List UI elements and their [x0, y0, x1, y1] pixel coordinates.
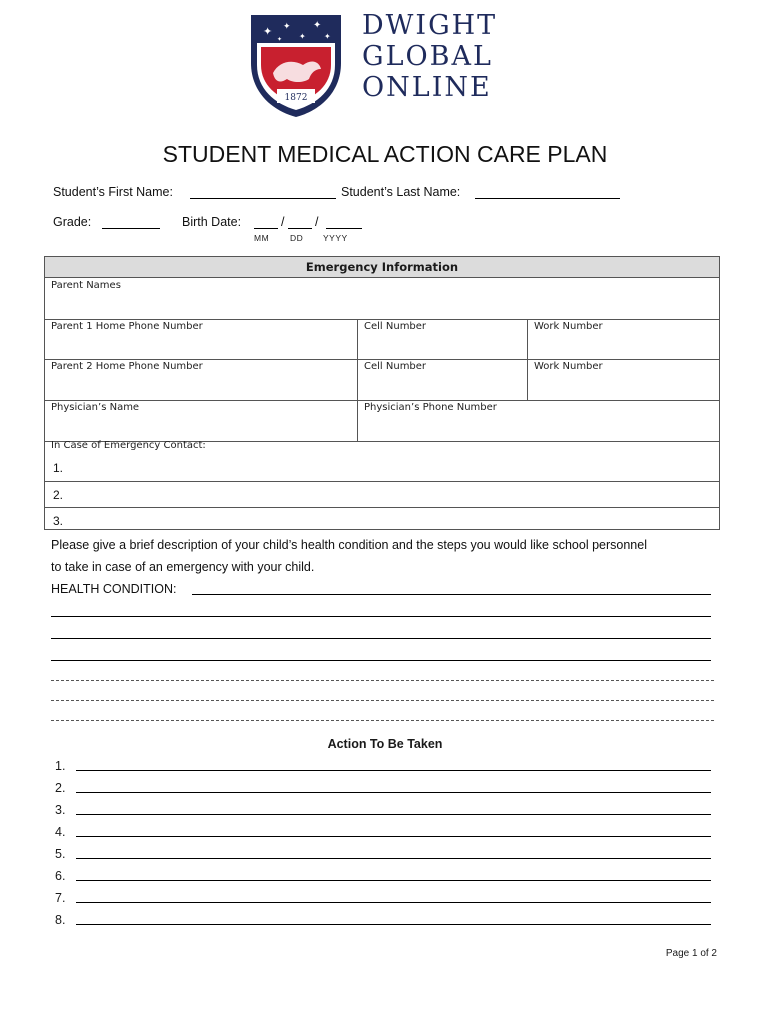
svg-text:✦: ✦: [263, 25, 273, 38]
emergency-info-table: [44, 256, 720, 530]
action-field-1[interactable]: [76, 770, 711, 771]
description-instructions-line-1: Please give a brief description of your child’s health condition and the steps you would like school personnel: [51, 538, 647, 552]
physician-name-label: Physician’s Name: [51, 402, 140, 413]
action-field-5[interactable]: [76, 858, 711, 859]
action-field-6[interactable]: [76, 880, 711, 881]
action-field-8[interactable]: [76, 924, 711, 925]
wordmark-line-3: ONLINE: [362, 72, 492, 103]
parent1-home-label: Parent 1 Home Phone Number: [51, 321, 203, 332]
action-field-2[interactable]: [76, 792, 711, 793]
parent1-work-label: Work Number: [534, 321, 603, 332]
table-column-divider: [357, 319, 358, 441]
svg-text:✦: ✦: [283, 22, 291, 32]
health-condition-line[interactable]: [51, 720, 714, 721]
health-condition-line[interactable]: [51, 616, 711, 617]
wordmark-line-1: DWIGHT: [362, 10, 498, 41]
table-divider: [44, 359, 720, 360]
health-condition-field[interactable]: [192, 594, 711, 595]
grade-field[interactable]: [102, 228, 160, 229]
table-divider: [44, 507, 720, 508]
wordmark-line-2: GLOBAL: [362, 41, 493, 72]
parent1-cell-label: Cell Number: [364, 321, 427, 332]
action-number: 4.: [55, 825, 66, 839]
action-field-7[interactable]: [76, 902, 711, 903]
page-number: Page 1 of 2: [665, 948, 717, 959]
table-column-divider: [527, 319, 528, 400]
crest-year: 1872: [284, 93, 308, 103]
parent2-cell-label: Cell Number: [364, 361, 427, 372]
date-separator: /: [281, 215, 285, 229]
school-crest-logo: [249, 13, 343, 119]
health-condition-line[interactable]: [51, 638, 711, 639]
action-field-3[interactable]: [76, 814, 711, 815]
description-instructions-line-2: to take in case of an emergency with your child.: [51, 560, 315, 574]
action-number: 8.: [55, 913, 66, 927]
action-number: 6.: [55, 869, 66, 883]
svg-text:✦: ✦: [299, 32, 306, 41]
parent-names-label: Parent Names: [51, 280, 121, 291]
first-name-field[interactable]: [190, 198, 336, 199]
table-divider: [44, 319, 720, 320]
birth-month-field[interactable]: [254, 228, 278, 229]
table-divider: [44, 400, 720, 401]
action-number: 3.: [55, 803, 66, 817]
page-title: STUDENT MEDICAL ACTION CARE PLAN: [162, 141, 608, 167]
last-name-field[interactable]: [475, 198, 620, 199]
birth-date-label: Birth Date:: [182, 215, 242, 229]
physician-phone-label: Physician’s Phone Number: [364, 402, 497, 413]
grade-label: Grade:: [53, 215, 92, 229]
first-name-label: Student’s First Name:: [53, 185, 173, 199]
action-section-heading: Action To Be Taken: [327, 737, 443, 751]
action-field-4[interactable]: [76, 836, 711, 837]
year-hint: YYYY: [323, 233, 348, 243]
action-number: 5.: [55, 847, 66, 861]
action-number: 2.: [55, 781, 66, 795]
last-name-label: Student’s Last Name:: [341, 185, 461, 199]
emergency-contact-2: 2.: [53, 488, 64, 502]
emergency-info-heading: Emergency Information: [44, 256, 720, 278]
parent2-work-label: Work Number: [534, 361, 603, 372]
birth-day-field[interactable]: [288, 228, 312, 229]
svg-text:✦: ✦: [324, 32, 331, 41]
emergency-contact-1: 1.: [53, 461, 64, 475]
date-separator: /: [315, 215, 319, 229]
emergency-contact-label: In Case of Emergency Contact:: [51, 440, 206, 451]
svg-text:✦: ✦: [277, 36, 283, 43]
health-condition-line[interactable]: [51, 680, 714, 681]
svg-text:✦: ✦: [313, 20, 322, 31]
health-condition-label: HEALTH CONDITION:: [51, 582, 177, 596]
school-wordmark: [362, 10, 522, 103]
emergency-contact-3: 3.: [53, 514, 64, 528]
action-number: 1.: [55, 759, 66, 773]
month-hint: MM: [254, 233, 270, 243]
action-number: 7.: [55, 891, 66, 905]
health-condition-line[interactable]: [51, 700, 714, 701]
day-hint: DD: [290, 233, 304, 243]
table-divider: [44, 481, 720, 482]
health-condition-line[interactable]: [51, 660, 711, 661]
birth-year-field[interactable]: [326, 228, 362, 229]
parent2-home-label: Parent 2 Home Phone Number: [51, 361, 203, 372]
